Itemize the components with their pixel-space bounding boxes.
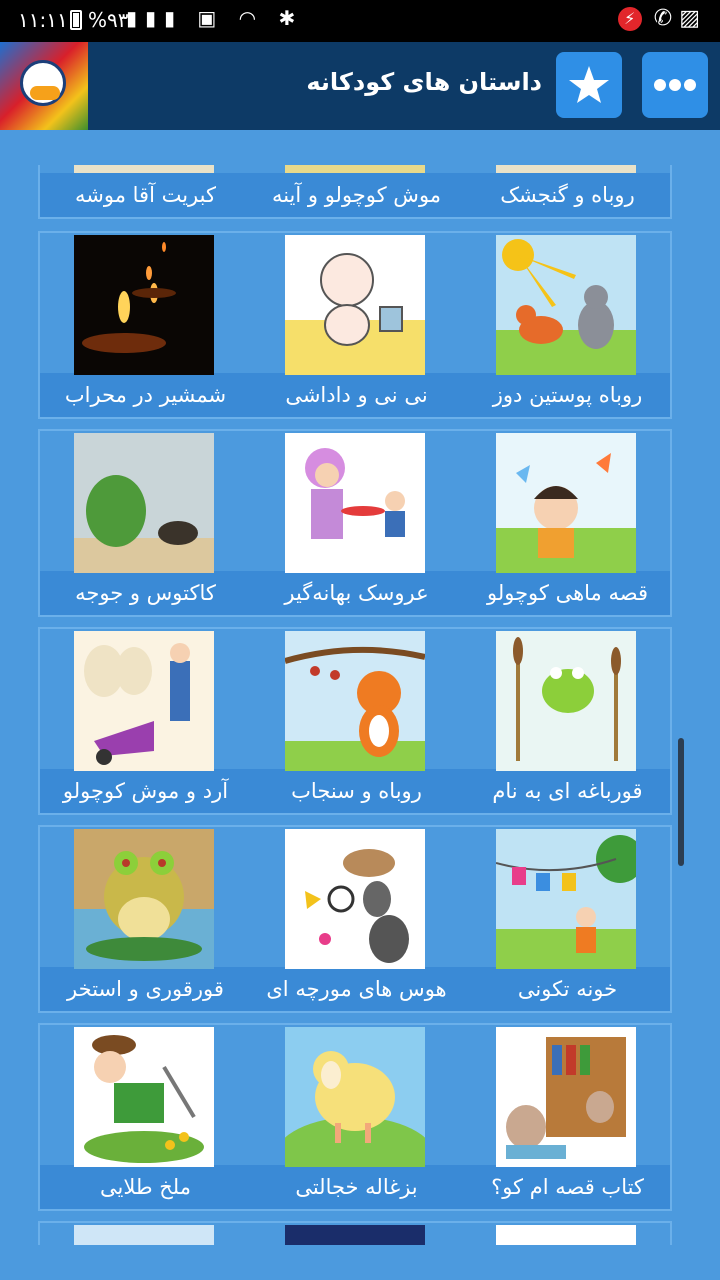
- status-time: ۱۱:۱۱: [18, 8, 68, 32]
- story-item[interactable]: [40, 165, 251, 217]
- app-logo: [0, 42, 88, 130]
- story-thumbnail: [74, 165, 214, 173]
- story-item[interactable]: [251, 165, 462, 217]
- battery-icon: [70, 10, 82, 30]
- status-bar: [0, 0, 720, 42]
- story-item[interactable]: [462, 233, 672, 417]
- scrollbar[interactable]: [678, 738, 684, 866]
- story-item[interactable]: [251, 827, 462, 1011]
- story-title: موش کوچولو و آینه: [271, 183, 442, 207]
- flash-icon: ⚡: [618, 7, 642, 31]
- story-item[interactable]: [462, 165, 672, 217]
- story-thumbnail: [496, 165, 636, 173]
- image-icon: ▨: [679, 6, 700, 31]
- star-icon: [556, 52, 622, 118]
- story-item[interactable]: [462, 1025, 672, 1209]
- notification-icons: [618, 6, 700, 31]
- story-item[interactable]: [462, 431, 672, 615]
- story-title: آرد و موش کوچولو: [62, 779, 229, 803]
- frog-thumbnail: [496, 631, 636, 771]
- story-item[interactable]: [251, 1025, 462, 1209]
- story-thumbnail: [496, 1225, 636, 1245]
- story-title: نی نی و داداشی: [285, 383, 428, 407]
- story-title: قورقوری و استخر: [67, 977, 224, 1001]
- story-item[interactable]: [40, 431, 251, 615]
- story-row: [38, 231, 672, 419]
- house-cleaning-thumbnail: [496, 829, 636, 969]
- story-title: عروسک بهانه‌گیر: [284, 581, 429, 605]
- story-title: شمشیر در محراب: [64, 383, 227, 407]
- story-item[interactable]: [251, 233, 462, 417]
- donald-beak: [30, 86, 60, 100]
- story-item[interactable]: [462, 629, 672, 813]
- story-title: روباه و سنجاب: [291, 779, 422, 803]
- story-row: [38, 825, 672, 1013]
- flour-mouse-thumbnail: [74, 631, 214, 771]
- story-item[interactable]: [251, 629, 462, 813]
- story-title: روباه پوستین دوز: [492, 383, 643, 407]
- story-title: ملخ طلایی: [99, 1175, 192, 1199]
- story-title: کاکتوس و جوجه: [75, 581, 216, 605]
- fox-squirrel-thumbnail: [285, 631, 425, 771]
- gardener-thumbnail: [74, 1027, 214, 1167]
- story-thumbnail: [74, 1225, 214, 1245]
- story-title: روباه و گنجشک: [500, 183, 635, 207]
- favorites-button[interactable]: [556, 52, 622, 118]
- story-item[interactable]: [40, 233, 251, 417]
- story-row-partial-bottom: [38, 1221, 672, 1245]
- story-item[interactable]: [40, 827, 251, 1011]
- phone-icon: ✆: [653, 6, 673, 31]
- more-button[interactable]: [642, 52, 708, 118]
- story-thumbnail: [285, 165, 425, 173]
- ant-thumbnail: [285, 829, 425, 969]
- status-icons: ▮▮▮ ▣ ◠ ✱: [126, 6, 304, 30]
- story-row: [38, 627, 672, 815]
- app-bar: [0, 42, 720, 130]
- more-icon: [642, 52, 708, 118]
- story-title: بزغاله خجالتی: [295, 1175, 418, 1199]
- books-bunnies-thumbnail: [496, 1027, 636, 1167]
- story-thumbnail: [285, 1225, 425, 1245]
- story-row-partial: [38, 165, 672, 219]
- story-item[interactable]: [40, 629, 251, 813]
- baby-sand-thumbnail: [285, 235, 425, 375]
- story-title: کتاب قصه ام کو؟: [491, 1175, 644, 1199]
- story-item[interactable]: [40, 1025, 251, 1209]
- story-item[interactable]: [251, 431, 462, 615]
- fox-wolf-thumbnail: [496, 235, 636, 375]
- story-title: قورباغه ای به نام: [492, 779, 643, 803]
- girl-doll-thumbnail: [285, 433, 425, 573]
- story-list[interactable]: [38, 165, 672, 1245]
- story-row: [38, 1023, 672, 1211]
- boy-fish-thumbnail: [496, 433, 636, 573]
- story-title: هوس های مورچه ای: [266, 977, 447, 1001]
- frog-pond-thumbnail: [74, 829, 214, 969]
- story-row: [38, 429, 672, 617]
- story-title: کبریت آقا موشه: [75, 183, 216, 207]
- candles-thumbnail: [74, 235, 214, 375]
- app-title: داستان های کودکانه: [306, 68, 542, 96]
- goat-thumbnail: [285, 1027, 425, 1167]
- story-item[interactable]: [462, 827, 672, 1011]
- battery-percent: %۹۳: [88, 8, 129, 32]
- story-title: قصه ماهی کوچولو: [486, 581, 648, 605]
- story-title: خونه تکونی: [517, 977, 618, 1001]
- cactus-hedgehog-thumbnail: [74, 433, 214, 573]
